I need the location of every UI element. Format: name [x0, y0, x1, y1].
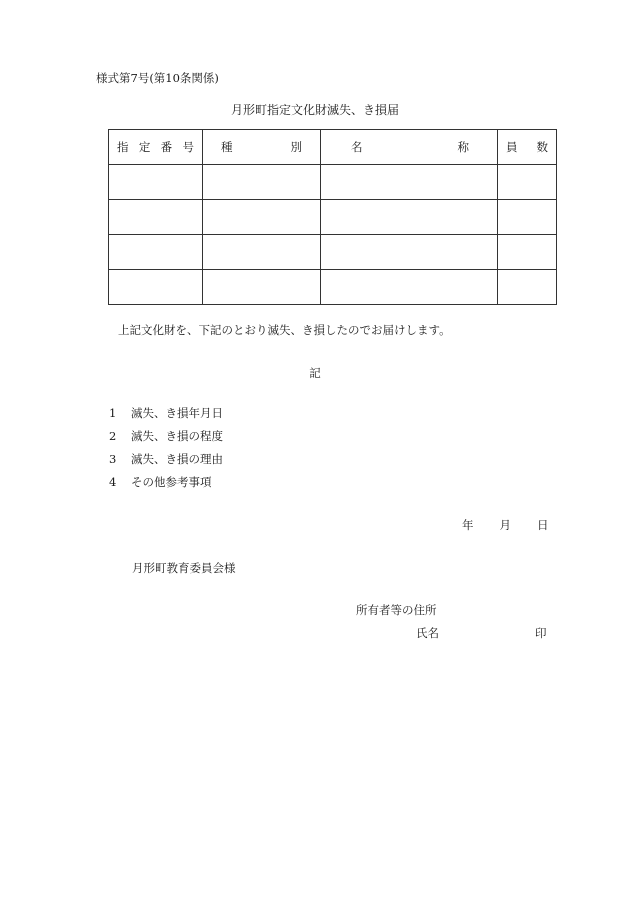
- recipient: 月形町教育委員会様: [132, 561, 236, 575]
- table-cell[interactable]: [203, 165, 321, 200]
- header-char: 定: [138, 140, 151, 154]
- item-number: 3: [109, 452, 117, 466]
- item-number: 4: [109, 475, 117, 489]
- table-cell[interactable]: [498, 165, 557, 200]
- header-char: 種: [221, 140, 233, 154]
- seal-label: 印: [535, 626, 547, 640]
- table-cell[interactable]: [109, 165, 203, 200]
- table-cell[interactable]: [109, 235, 203, 270]
- table-row: [109, 165, 557, 200]
- list-item: [109, 428, 223, 444]
- ki-heading: 記: [309, 366, 321, 380]
- date-day-label: 日: [537, 518, 549, 532]
- date-line: [462, 517, 549, 533]
- table-cell[interactable]: [203, 235, 321, 270]
- owner-name-label: 氏名: [416, 626, 439, 640]
- declaration-statement: 上記文化財を、下記のとおり滅失、き損したのでお届けします。: [118, 323, 451, 337]
- table-cell[interactable]: [321, 235, 498, 270]
- table-cell[interactable]: [321, 200, 498, 235]
- header-name: [321, 130, 498, 165]
- table-cell[interactable]: [203, 270, 321, 305]
- header-char: 指: [117, 140, 129, 154]
- cultural-property-table: [108, 129, 557, 305]
- header-char: 別: [290, 140, 302, 154]
- item-text: 滅失、き損の理由: [131, 452, 223, 466]
- table-cell[interactable]: [498, 270, 557, 305]
- table-header-row: [109, 130, 557, 165]
- table-cell[interactable]: [109, 200, 203, 235]
- header-category: [203, 130, 321, 165]
- header-char: 数: [536, 140, 548, 154]
- table-row: [109, 270, 557, 305]
- table-row: [109, 235, 557, 270]
- list-item: [109, 405, 223, 421]
- header-char: 番: [160, 140, 173, 154]
- form-number: 様式第7号(第10条関係): [96, 71, 219, 85]
- document-title: 月形町指定文化財滅失、き損届: [230, 103, 399, 117]
- list-item: [109, 474, 212, 490]
- item-text: 滅失、き損年月日: [131, 406, 223, 420]
- table-cell[interactable]: [109, 270, 203, 305]
- list-item: [109, 451, 223, 467]
- header-char: 名: [351, 140, 363, 154]
- table-cell[interactable]: [498, 200, 557, 235]
- owner-address-label: 所有者等の住所: [356, 603, 437, 617]
- table-row: [109, 200, 557, 235]
- table-cell[interactable]: [321, 165, 498, 200]
- header-designation-number: [109, 130, 203, 165]
- item-number: 1: [109, 406, 117, 420]
- header-quantity: [498, 130, 557, 165]
- table-cell[interactable]: [203, 200, 321, 235]
- header-char: 号: [182, 140, 194, 154]
- header-char: 員: [506, 140, 518, 154]
- item-text: その他参考事項: [131, 475, 212, 489]
- header-char: 称: [457, 140, 469, 154]
- date-month-label: 月: [499, 518, 511, 532]
- table-cell[interactable]: [498, 235, 557, 270]
- table-cell[interactable]: [321, 270, 498, 305]
- item-number: 2: [109, 429, 117, 443]
- date-year-label: 年: [462, 518, 474, 532]
- item-text: 滅失、き損の程度: [131, 429, 223, 443]
